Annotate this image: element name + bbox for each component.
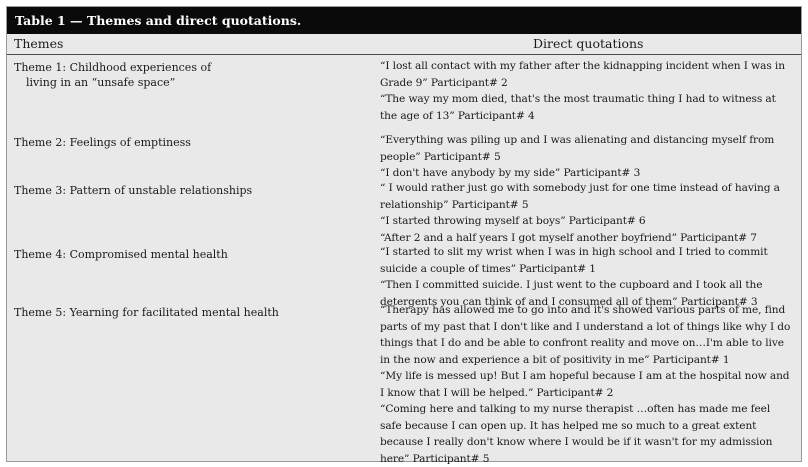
theme-label: Theme 1: Childhood experiences of <box>14 61 212 74</box>
quotes-cell <box>380 58 796 124</box>
quote: “The way my mom died, that's the most traumatic thing I had to witness at the age of 13” Participant# 4 <box>380 93 776 122</box>
table-caption: Table 1 — Themes and direct quotations. <box>7 7 801 34</box>
theme-label: Theme 2: Feelings of emptiness <box>14 136 191 149</box>
header-themes: Themes <box>14 36 64 51</box>
theme-cell <box>14 247 344 262</box>
theme-cell <box>14 305 344 320</box>
quote: “I started to slit my wrist when I was in high school and I tried to commit suicide a couple of times” Participant# 1 <box>380 246 768 275</box>
theme-label: Theme 4: Compromised mental health <box>14 248 228 261</box>
table-header-row <box>7 34 801 55</box>
quotes-cell <box>380 132 796 182</box>
theme-label: Theme 5: Yearning for facilitated mental health <box>14 306 279 319</box>
quote: “I lost all contact with my father after the kidnapping incident when I was in Grade 9” Participant# 2 <box>380 60 785 89</box>
theme-label-continued: living in an “unsafe space” <box>26 76 176 89</box>
quotes-cell <box>380 302 796 467</box>
quote: “Everything was piling up and I was alienating and distancing myself from people” Participant# 5 <box>380 134 775 163</box>
quote: “Coming here and talking to my nurse therapist …often has made me feel safe because I can open up. It has helped me so much to a great extent because I really don't know where I would be if it wasn't for my admission here” Participant# 5 <box>380 403 773 465</box>
theme-cell <box>14 183 344 198</box>
quote: “Then I committed suicide. I just went to the cupboard and I took all the detergents you can think of and I consumed all of them” Participant# 3 <box>380 279 763 308</box>
themes-table <box>6 6 802 465</box>
theme-cell <box>14 135 344 150</box>
quote: “Therapy has allowed me to go into and it's showed various parts of me, find parts of my past that I don't like and I understand a lot of things like why I do things that I do and be able to confront reality and move on…I'm able to live in the now and experience a bit of positivity in me” Participant# 1 <box>380 304 791 366</box>
quotes-cell <box>380 244 796 310</box>
header-direct-quotations: Direct quotations <box>533 36 644 51</box>
quote: “After 2 and a half years I got myself another boyfriend” Participant# 7 <box>380 231 757 244</box>
theme-cell <box>14 60 344 90</box>
quote: “ I would rather just go with somebody just for one time instead of having a relationship” Participant# 5 <box>380 182 780 211</box>
quotes-cell <box>380 180 796 246</box>
quote: “I started throwing myself at boys” Participant# 6 <box>380 215 646 227</box>
quote: “My life is messed up! But I am hopeful because I am at the hospital now and I know that I will be helped.” Participant# 2 <box>380 370 790 399</box>
quote: “I don't have anybody by my side” Participant# 3 <box>380 167 641 179</box>
theme-label: Theme 3: Pattern of unstable relationships <box>14 184 253 197</box>
